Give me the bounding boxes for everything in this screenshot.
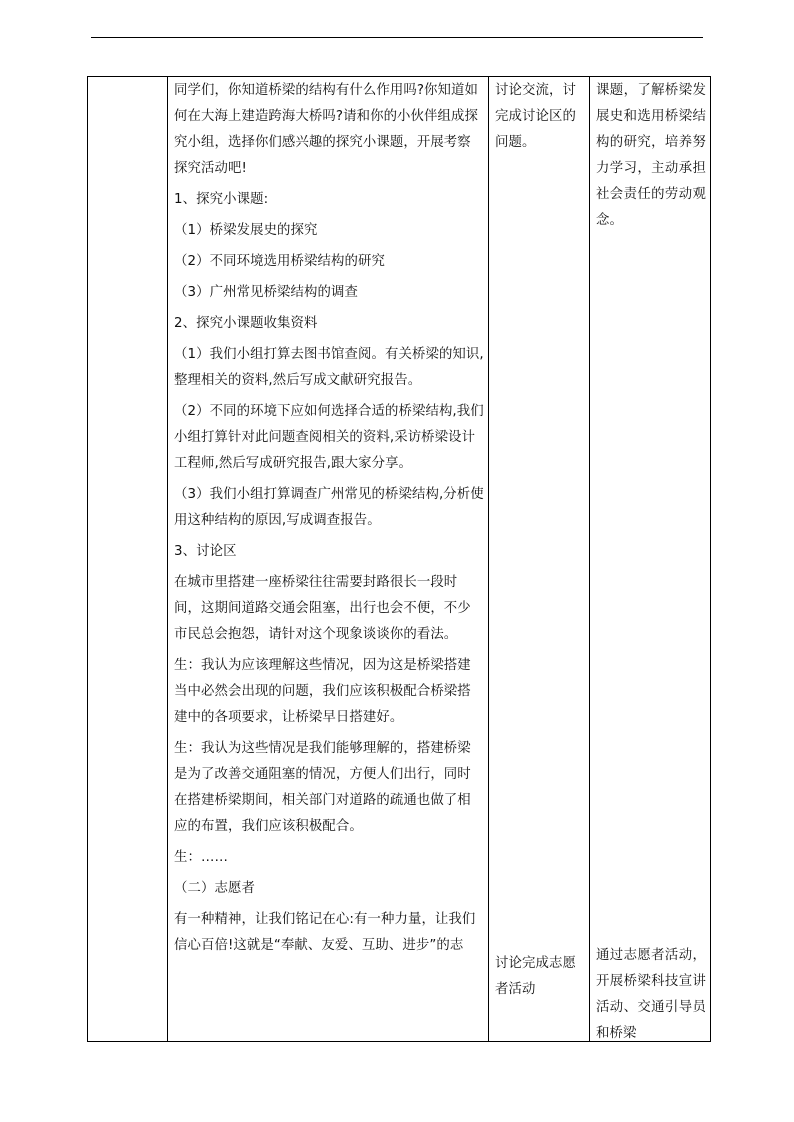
student-answer: 生：我认为这些情况是我们能够理解的，搭建桥梁是为了改善交通阻塞的情况，方便人们出行，同时在搭建桥梁期间，相关部门对道路的疏通也做了相应的布置，我们应该积极配合。 bbox=[174, 741, 471, 834]
stage-column-cell bbox=[88, 77, 168, 1042]
student-activity-bottom bbox=[495, 951, 585, 1003]
intro-paragraph: 同学们，你知道桥梁的结构有什么作用吗?你知道如何在大海上建造跨海大桥吗?请和你的小伙伴组成探究小组，选择你们感兴趣的探究小课题，开展考察探究活动吧! bbox=[174, 83, 478, 176]
materials-item: （3）我们小组打算调查广州常见的桥梁结构,分析使用这种结构的原因,写成调查报告。 bbox=[174, 487, 484, 528]
design-intent-text: 通过志愿者活动，开展桥梁科技宣讲活动、交通引导员和桥梁 bbox=[596, 948, 706, 1041]
discussion-heading: 3、讨论区 bbox=[174, 544, 237, 559]
topic-item: （1）桥梁发展史的探究 bbox=[174, 223, 318, 238]
design-intent-text: 课题，了解桥梁发展史和选用桥梁结构的研究，培养努力学习，主动承担社会责任的劳动观念。 bbox=[596, 83, 706, 228]
design-intent-bottom bbox=[596, 943, 706, 1047]
volunteer-paragraph: 有一种精神，让我们铭记在心:有一种力量，让我们信心百倍!这就是“奉献、友爱、互助、进步”的志 bbox=[174, 912, 476, 953]
student-activity-top bbox=[495, 78, 585, 156]
teaching-content-cell bbox=[168, 77, 489, 1042]
design-intent-cell bbox=[590, 77, 711, 1042]
materials-item: （1）我们小组打算去图书馆查阅。有关桥梁的知识,整理相关的资料,然后写成文献研究报告。 bbox=[174, 347, 484, 388]
design-intent-top bbox=[596, 78, 706, 234]
student-activity-text: 讨论交流，讨完成讨论区的问题。 bbox=[495, 83, 576, 150]
student-activity-text: 讨论完成志愿者活动 bbox=[495, 956, 576, 997]
topic-heading: 1、探究小课题: bbox=[174, 192, 269, 207]
student-activity-cell bbox=[489, 77, 590, 1042]
table-row bbox=[88, 77, 711, 1042]
topic-item: （3）广州常见桥梁结构的调查 bbox=[174, 285, 358, 300]
volunteer-heading: （二）志愿者 bbox=[174, 881, 255, 896]
student-answer: 生：我认为应该理解这些情况，因为这是桥梁搭建当中必然会出现的问题，我们应该积极配合桥梁搭建中的各项要求，让桥梁早日搭建好。 bbox=[174, 658, 471, 725]
page-header-rule bbox=[91, 37, 703, 38]
teaching-content bbox=[174, 78, 484, 959]
lesson-plan-table bbox=[87, 76, 711, 1042]
student-answer: 生：…… bbox=[174, 850, 228, 865]
materials-heading: 2、探究小课题收集资料 bbox=[174, 316, 318, 331]
discussion-prompt: 在城市里搭建一座桥梁往往需要封路很长一段时间，这期间道路交通会阻塞，出行也会不便，不少市民总会抱怨，请针对这个现象谈谈你的看法。 bbox=[174, 575, 471, 642]
topic-item: （2）不同环境选用桥梁结构的研究 bbox=[174, 254, 385, 269]
materials-item: （2）不同的环境下应如何选择合适的桥梁结构,我们小组打算针对此问题查阅相关的资料,采访桥梁设计工程师,然后写成研究报告,跟大家分享。 bbox=[174, 404, 484, 471]
